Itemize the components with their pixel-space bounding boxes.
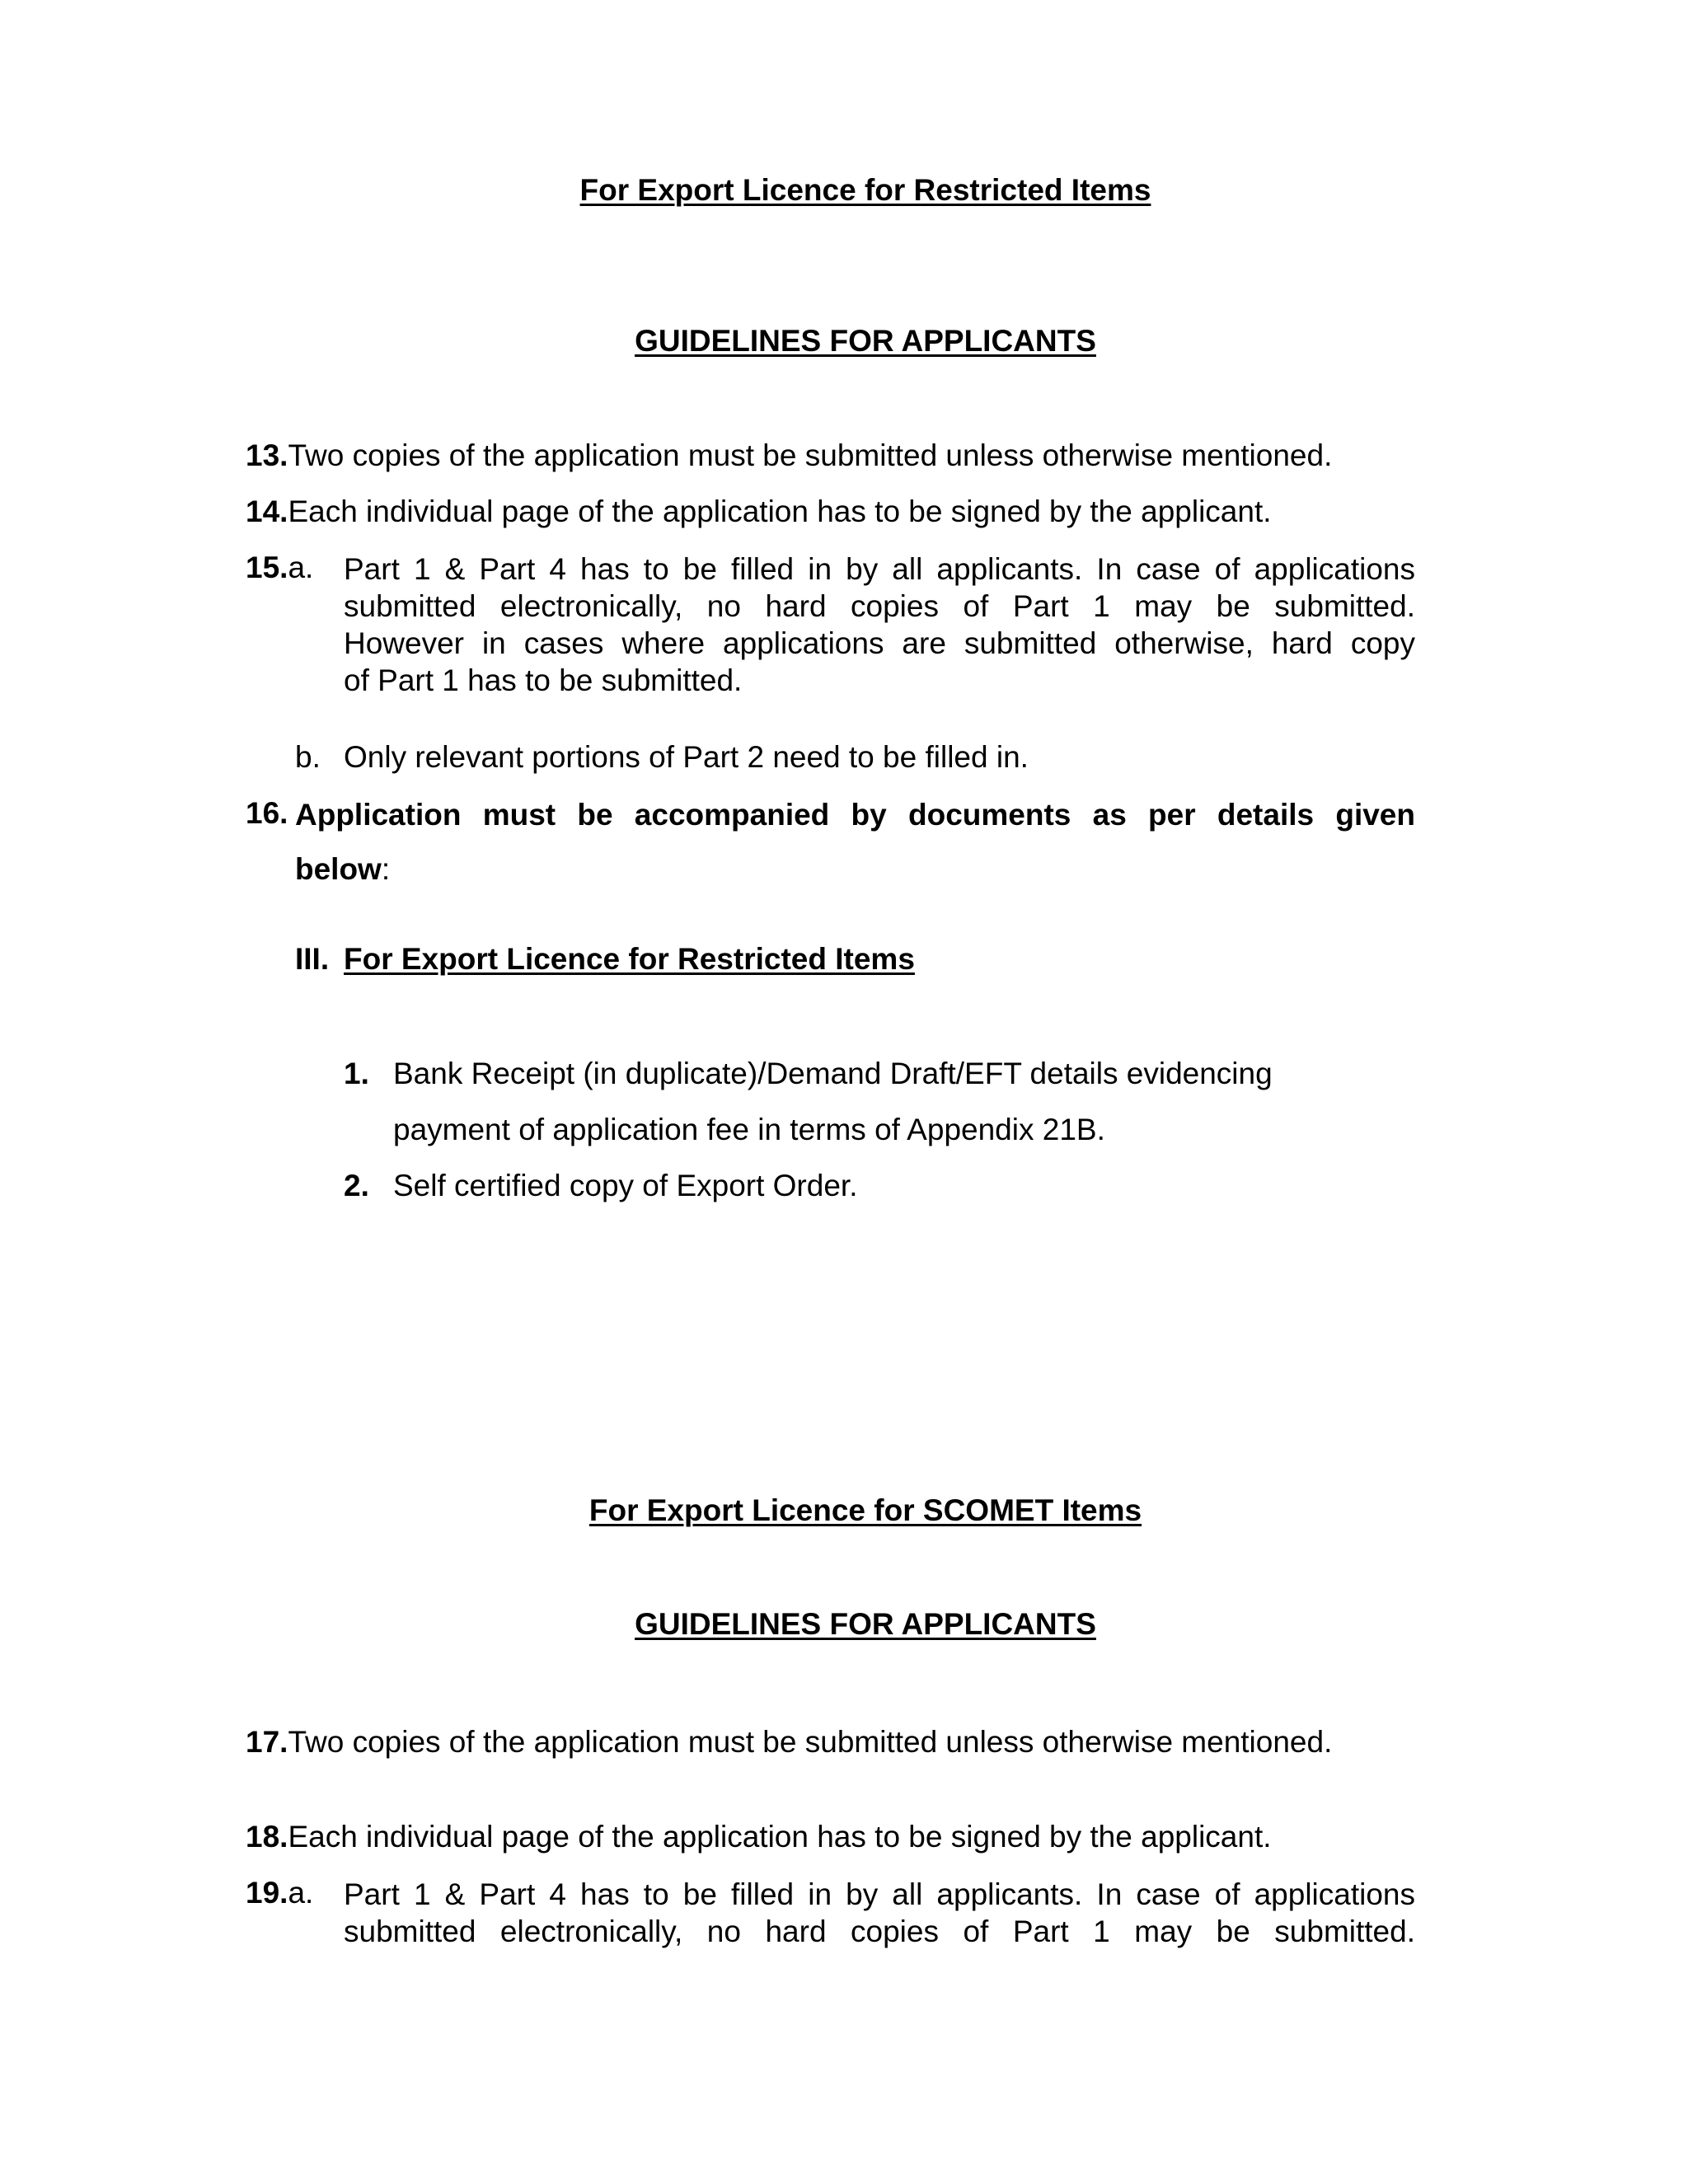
list-item-18 (246, 1820, 1272, 1854)
paragraph-line: of Part 1 has to be submitted. (344, 663, 743, 697)
paragraph-line: However in cases where applications are submitted otherwise, hard copy (344, 626, 1415, 660)
subsection-marker: III. (295, 942, 330, 976)
list-item-15 (246, 551, 313, 585)
doc-1-line2: payment of application fee in terms of Appendix 21B. (393, 1113, 1105, 1146)
doc-number-2: 2. (344, 1169, 369, 1202)
doc-1-line1: Bank Receipt (in duplicate)/Demand Draft/EFT details evidencing (393, 1057, 1273, 1090)
paragraph-line: Part 1 & Part 4 has to be filled in by all applicants. In case of applications (344, 552, 1415, 586)
item-text: Each individual page of the application has to be signed by the applicant. (288, 1820, 1272, 1854)
list-item-14 (246, 494, 1272, 529)
doc-number-1: 1. (344, 1057, 369, 1090)
item-number: 19. (246, 1876, 288, 1910)
item-marker-b: b. (295, 740, 321, 774)
item-number: 13. (246, 438, 288, 472)
item-19a-paragraph (344, 1876, 1415, 1950)
doc-2-line1: Self certified copy of Export Order. (393, 1169, 858, 1202)
list-item-17 (246, 1725, 1332, 1760)
bold-word: below (295, 852, 382, 886)
item-number-16: 16. (246, 796, 288, 830)
item-marker-a: a. (288, 1876, 314, 1910)
section1-subtitle: GUIDELINES FOR APPLICANTS (635, 324, 1096, 358)
paragraph-line: Part 1 & Part 4 has to be filled in by all applicants. In case of applications (344, 1877, 1415, 1911)
paragraph-line: Application must be accompanied by documents as per details given (295, 798, 1415, 832)
item-text: Each individual page of the application has to be signed by the applicant. (288, 494, 1272, 528)
item-number: 18. (246, 1820, 288, 1854)
item-marker-a: a. (288, 551, 314, 584)
paragraph-line: submitted electronically, no hard copies of Part 1 may be submitted. (344, 1915, 1415, 1948)
item-text: Two copies of the application must be submitted unless otherwise mentioned. (288, 438, 1333, 472)
section2-subtitle: GUIDELINES FOR APPLICANTS (635, 1607, 1096, 1641)
item-16-line2 (295, 852, 390, 887)
item-15a-paragraph (344, 551, 1415, 699)
item-number: 17. (246, 1725, 288, 1759)
item-number: 15. (246, 551, 288, 584)
punctuation: : (381, 852, 391, 886)
section1-title: For Export Licence for Restricted Items (579, 173, 1151, 207)
item-text: Two copies of the application must be submitted unless otherwise mentioned. (288, 1725, 1333, 1759)
item-number: 14. (246, 494, 288, 528)
item-16-line1 (295, 796, 1415, 833)
paragraph-line: submitted electronically, no hard copies of Part 1 may be submitted. (344, 589, 1415, 623)
section2-title: For Export Licence for SCOMET Items (588, 1493, 1142, 1527)
list-item-13 (246, 438, 1332, 473)
item-15b-text: Only relevant portions of Part 2 need to be filled in. (344, 740, 1029, 774)
list-item-19 (246, 1876, 313, 1910)
subsection-title: For Export Licence for Restricted Items (344, 942, 915, 976)
